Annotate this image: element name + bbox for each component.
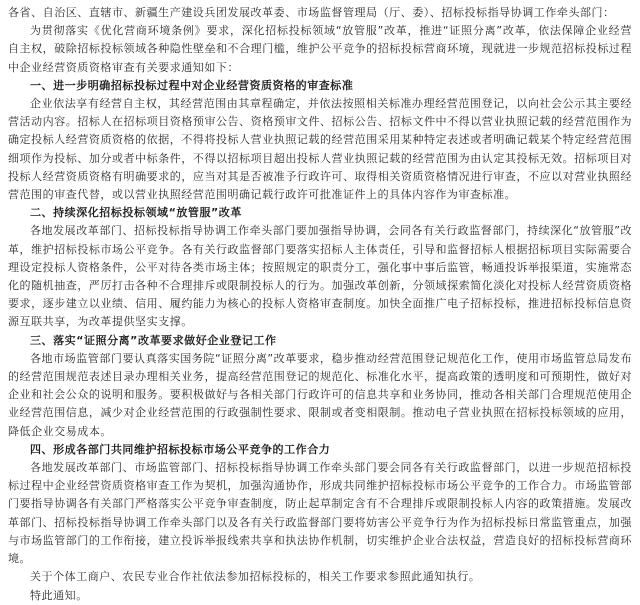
- section-1-body: 企业依法享有经营自主权，其经营范围由其章程确定，并依法按照相关标准办理经营范围登记，以向社会公示其主要经营活动内容。招标人在招标项目资格预审公告、资格预审文件、招标公告、招标文件中不得以营业执照记载的经营范围作为确定投标人经营资质资格的依据，不得将投标人营业执照记载的经营范围采用某种特定表述或者明确记载某个特定经营范围细项作为投标、加分或者中标条件，不得以招标项目超出投标人营业执照记载的经营范围为由认定其投标无效。招标项目对投标人经营资质资格有明确要求的，应当对其是否被准予行政许可、取得相关资质资格情况进行审查，不应以对营业执照经营范围的审查代替，或以营业执照经营范围明确记载行政许可批准证件上的具体内容作为审查标准。: [8, 97, 632, 202]
- section-3-heading: 三、落实“证照分离”改革要求做好企业登记工作: [30, 333, 277, 347]
- intro-paragraph: 为贯彻落实《优化营商环境条例》要求，深化招标投标领域“放管服”改革，推进“证照分离”改革，依法保障企业经营自主权，破除招标投标领域各种隐性壁垒和不合理门槛，维护公平竞争的招标投标营商环境，现就进一步规范招标投标过程中企业经营资质资格审查有关要求通知如下：: [8, 24, 632, 74]
- section-2-heading: 二、持续深化招标投标领域“放管服”改革: [30, 206, 242, 220]
- section-4-body: 各地发展改革部门、市场监管部门、招标投标指导协调工作牵头部门要会同各有关行政监督部门，以进一步规范招标投标过程中企业经营资质资格审查工作为契机，加强沟通协作，形成共同维护招标投标市场公平竞争的工作合力。市场监管部门要指导协调各有关部门严格落实公平竞争审查制度，防止起草制定含有不合理排斥或限制投标人内容的政策措施。发展改革部门、招标投标指导协调工作牵头部门以及各有关行政监督部门要将妨害公平竞争行为作为招标投标日常监管重点，加强与市场监管部门的工作衔接，建立投诉举报线索共享和执法协作机制，切实维护企业合法权益，营造良好的招标投标营商环境。: [8, 461, 632, 566]
- section-4-heading: 四、形成各部门共同维护招标投标市场公平竞争的工作合力: [30, 442, 331, 456]
- closing-paragraph: 关于个体工商户、农民专业合作社依法参加招标投标的，相关工作要求参照此通知执行。: [30, 570, 481, 584]
- section-2-body: 各地发展改革部门、招标投标指导协调工作牵头部门要加强指导协调，会同各有关行政监督部门，持续深化“放管服”改革，维护招标投标市场公平竞争。各有关行政监督部门要落实招标人主体责任，引导和监督招标人根据招标项目实际需要合理设定投标人资格条件，公平对待各类市场主体；按照规定的职责分工，强化事中事后监管，畅通投诉举报渠道，实施常态化的随机抽查，严厉打击各种不合理排斥或限制投标人的行为。加强改革创新，分领域探索简化淡化对投标人经营资质资格要求，逐步建立以业绩、信用、履约能力为核心的投标人资格审查制度。加快全面推广电子招标投标，推进招标投标信息资源互联共享，为改革提供坚实支撑。: [8, 224, 632, 329]
- signoff-line: 特此通知。: [30, 588, 88, 602]
- addressee-line: 各省、自治区、直辖市、新疆生产建设兵团发展改革委、市场监督管理局（厅、委）、招标投标指导协调工作牵头部门：: [8, 6, 615, 19]
- section-1-heading: 一、进一步明确招标投标过程中对企业经营资质资格的审查标准: [30, 78, 354, 92]
- section-3-body: 各地市场监管部门要认真落实国务院“证照分离”改革要求，稳步推动经营范围登记规范化工作，使用市场监管总局发布的经营范围规范表述目录办理相关业务，提高经营范围登记的规范化、标准化水平，提高政策的透明度和可预期性，做好对企业和社会公众的说明和服务。要积极做好与各相关部门行政许可的信息共享和业务协同，推动各相关部门合理规范使用企业经营范围信息，减少对企业经营范围的行政强制性要求、限制或者变相限制。推动电子营业执照在招标投标领域的应用，降低企业交易成本。: [8, 351, 632, 438]
